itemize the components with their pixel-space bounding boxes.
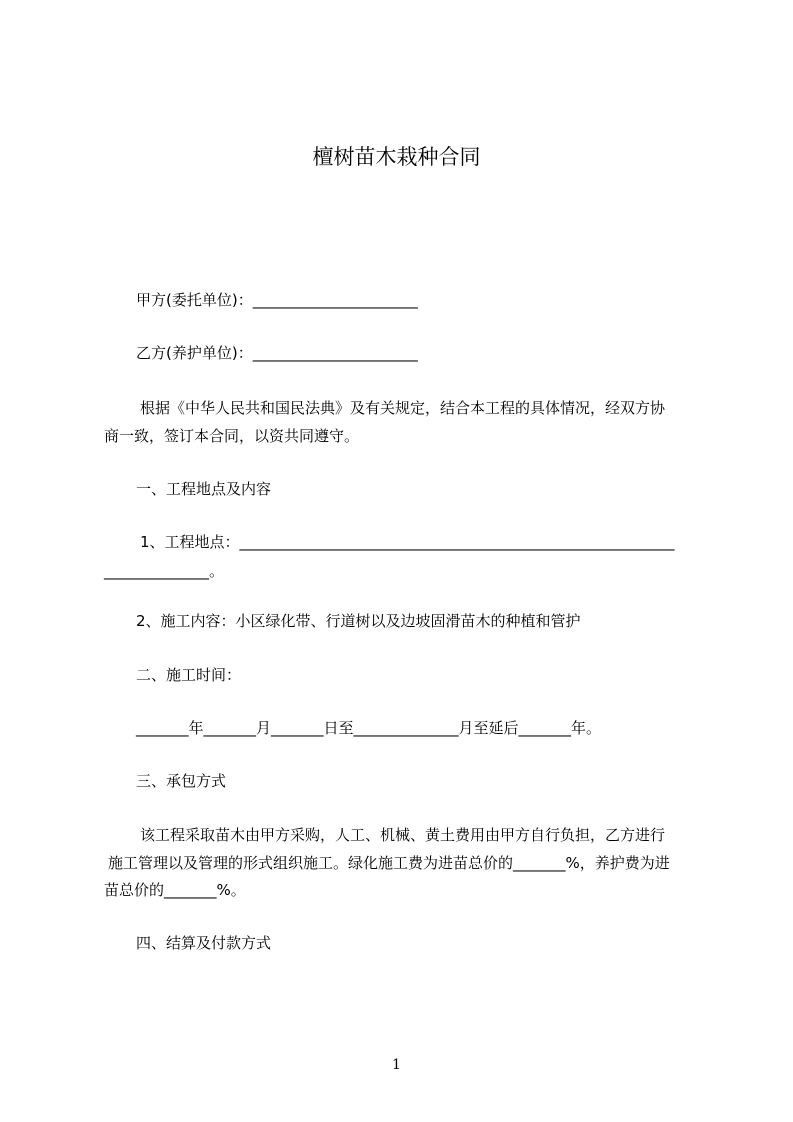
site-location-line-2: ______________。 bbox=[104, 562, 225, 580]
preamble-line-1: 根据《中华人民共和国民法典》及有关规定，结合本工程的具体情况，经双方协 bbox=[140, 399, 666, 417]
document-title: 檀树苗木栽种合同 bbox=[312, 145, 481, 169]
preamble-line-2: 商一致，签订本合同，以资共同遵守。 bbox=[104, 427, 360, 445]
construction-content-line: 2、施工内容：小区绿化带、行道树以及边坡固滑苗木的种植和管护 bbox=[136, 612, 581, 630]
section-4-heading: 四、结算及付款方式 bbox=[136, 934, 272, 952]
contract-method-line-3: 苗总价的_______%。 bbox=[104, 881, 246, 899]
section-3-heading: 三、承包方式 bbox=[136, 772, 227, 790]
party-b-line: 乙方(养护单位)：______________________ bbox=[136, 344, 418, 362]
site-location-line-1: 1、工程地点：__________________________________________________________ bbox=[140, 533, 675, 551]
schedule-line: _______年_______月_______日至______________月至延后_______年。 bbox=[136, 719, 602, 737]
party-a-line: 甲方(委托单位)：______________________ bbox=[136, 291, 418, 309]
page-number: 1 bbox=[392, 1057, 401, 1073]
contract-method-line-2: 施工管理以及管理的形式组织施工。绿化施工费为进苗总价的_______%，养护费为进 bbox=[108, 854, 670, 872]
section-1-heading: 一、工程地点及内容 bbox=[136, 480, 272, 498]
contract-method-line-1: 该工程采取苗木由甲方采购，人工、机械、黄土费用由甲方自行负担，乙方进行 bbox=[140, 826, 666, 844]
section-2-heading: 二、施工时间： bbox=[136, 666, 242, 684]
